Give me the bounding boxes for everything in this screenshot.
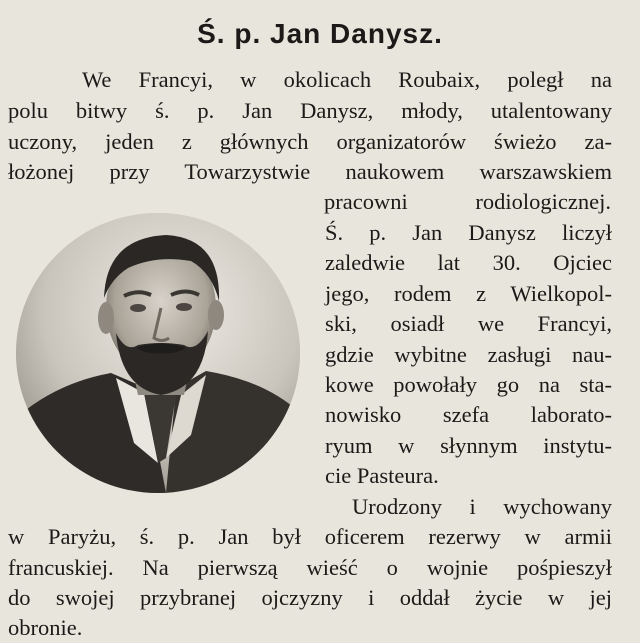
text-line: obronie. [8,615,83,640]
text-line: łożonej przy Towarzystwie naukowem warszawskiem [8,159,612,184]
text-line: Ś. p. Jan Danysz liczył [325,220,612,245]
text-line: gdzie wybitne zasługi nau- [325,342,612,367]
text-line: Urodzony i wychowany [352,494,612,519]
text-line: pracowni rodiologicznej. [324,189,611,214]
text-line: nowisko szefa laborato- [325,402,612,427]
text-line: ski, osiadł we Francyi, [325,311,612,336]
portrait-photo [16,213,300,493]
text-line: zaledwie lat 30. Ojciec [325,250,612,275]
text-line: jego, rodem z Wielkopol- [325,281,612,306]
text-line: kowe powołały go na sta- [325,372,612,397]
portrait-illustration [16,213,300,493]
text-line: polu bitwy ś. p. Jan Danysz, młody, utalentowany [8,98,612,123]
text-line: cie Pasteura. [325,463,439,488]
text-line: do swojej przybranej ojczyzny i oddał życie w jej [8,585,612,610]
article-title: Ś. p. Jan Danysz. [197,18,443,49]
text-line: uczony, jeden z głównych organizatorów świeżo za- [8,129,612,154]
text-line: ryum w słynnym instytu- [325,433,612,458]
text-line: w Paryżu, ś. p. Jan był oficerem rezerwy w armii [8,524,612,549]
text-line: We Francyi, w okolicach Roubaix, poległ na [82,67,612,92]
text-line: francuskiej. Na pierwszą wieść o wojnie pośpieszył [8,555,612,580]
